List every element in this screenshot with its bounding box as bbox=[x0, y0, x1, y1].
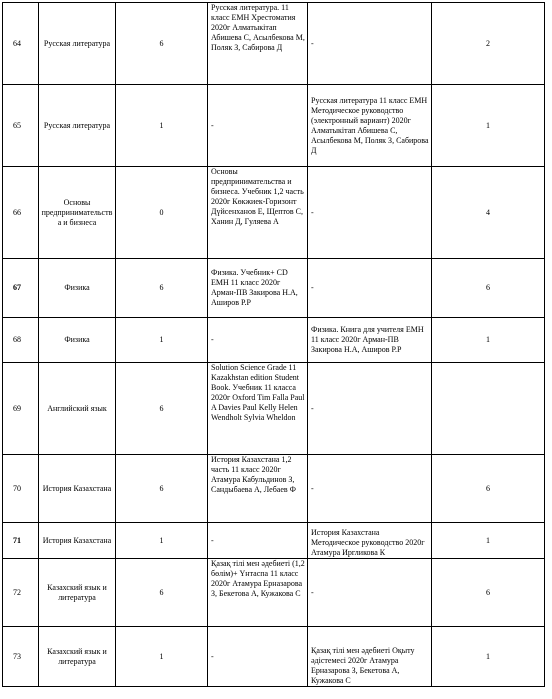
subject-cell: Казахский язык и литература bbox=[39, 627, 116, 687]
textbook-cell: - bbox=[208, 523, 308, 559]
total-cell: 1 bbox=[432, 318, 545, 363]
table-row bbox=[3, 318, 545, 363]
resource-cell: История Казахстана Методическое руководство 2020г Атамура Иргликова К bbox=[308, 523, 432, 559]
quantity-cell: 6 bbox=[116, 455, 208, 523]
row-number: 68 bbox=[3, 318, 39, 363]
table-row bbox=[3, 3, 545, 85]
resource-cell: - bbox=[308, 167, 432, 259]
subject-cell: Казахский язык и литература bbox=[39, 559, 116, 627]
resource-cell: - bbox=[308, 259, 432, 318]
subject-cell: История Казахстана bbox=[39, 523, 116, 559]
textbook-cell: Solution Science Grade 11 Kazakhstan edition Student Book. Учебник 11 класса 2020г Oxford Tim Falla Paul A Davies Paul Kelly Helen Wendholt Sylvia Wheldon bbox=[208, 363, 308, 455]
quantity-cell: 6 bbox=[116, 259, 208, 318]
table-row bbox=[3, 85, 545, 167]
subject-cell: Физика bbox=[39, 318, 116, 363]
quantity-cell: 1 bbox=[116, 318, 208, 363]
row-number: 69 bbox=[3, 363, 39, 455]
quantity-cell: 0 bbox=[116, 167, 208, 259]
subject-cell: Русская литература bbox=[39, 85, 116, 167]
quantity-cell: 1 bbox=[116, 85, 208, 167]
resource-cell: - bbox=[308, 3, 432, 85]
quantity-cell: 6 bbox=[116, 363, 208, 455]
resource-cell: - bbox=[308, 559, 432, 627]
row-number: 64 bbox=[3, 3, 39, 85]
textbook-table bbox=[2, 2, 545, 687]
table-row bbox=[3, 559, 545, 627]
quantity-cell: 6 bbox=[116, 3, 208, 85]
textbook-cell: Қазақ тілі мен әдебиеті (1,2 бөлім)+ Үнтаспа 11 класс 2020г Атамура Ерназарова З, Бекетова А, Кужакова С bbox=[208, 559, 308, 627]
row-number: 73 bbox=[3, 627, 39, 687]
subject-cell: Физика bbox=[39, 259, 116, 318]
total-cell: 4 bbox=[432, 167, 545, 259]
table-row bbox=[3, 627, 545, 687]
resource-cell: Русская литература 11 класс ЕМН Методическое руководство (электронный вариант) 2020г Алматыкітап Абишева С, Асылбекова М, Поляк З, Сабирова Д bbox=[308, 85, 432, 167]
resource-cell: - bbox=[308, 455, 432, 523]
row-number: 67 bbox=[3, 259, 39, 318]
table-row bbox=[3, 167, 545, 259]
resource-cell: - bbox=[308, 363, 432, 455]
total-cell: 6 bbox=[432, 455, 545, 523]
quantity-cell: 1 bbox=[116, 627, 208, 687]
textbook-cell: - bbox=[208, 318, 308, 363]
total-cell bbox=[432, 363, 545, 455]
row-number: 65 bbox=[3, 85, 39, 167]
row-number: 66 bbox=[3, 167, 39, 259]
textbook-cell: Физика. Учебник+ CD ЕМН 11 класс 2020г Арман-ПВ Закирова Н.А, Аширов Р.Р bbox=[208, 259, 308, 318]
resource-cell: Физика. Книга для учителя ЕМН 11 класс 2020г Арман-ПВ Закирова Н.А, Аширов Р.Р bbox=[308, 318, 432, 363]
textbook-cell: - bbox=[208, 627, 308, 687]
textbook-cell: - bbox=[208, 85, 308, 167]
total-cell: 2 bbox=[432, 3, 545, 85]
subject-cell: Английский язык bbox=[39, 363, 116, 455]
table-row bbox=[3, 523, 545, 559]
table-body bbox=[3, 3, 545, 687]
total-cell: 6 bbox=[432, 259, 545, 318]
total-cell: 6 bbox=[432, 559, 545, 627]
quantity-cell: 6 bbox=[116, 559, 208, 627]
table-row bbox=[3, 455, 545, 523]
row-number: 71 bbox=[3, 523, 39, 559]
total-cell: 1 bbox=[432, 627, 545, 687]
row-number: 70 bbox=[3, 455, 39, 523]
total-cell: 1 bbox=[432, 85, 545, 167]
table-row bbox=[3, 259, 545, 318]
resource-cell: Қазақ тілі мен әдебиеті Оқыту әдістемесі 2020г Атамура Ерназарова З, Бекетова А, Кужакова С bbox=[308, 627, 432, 687]
total-cell: 1 bbox=[432, 523, 545, 559]
subject-cell: Русская литература bbox=[39, 3, 116, 85]
table-row bbox=[3, 363, 545, 455]
subject-cell: История Казахстана bbox=[39, 455, 116, 523]
quantity-cell: 1 bbox=[116, 523, 208, 559]
row-number: 72 bbox=[3, 559, 39, 627]
textbook-cell: Русская литература. 11 класс ЕМН Хрестоматия 2020г Алматыкітап Абишева С, Асылбекова М, Поляк З, Сабирова Д bbox=[208, 3, 308, 85]
textbook-cell: История Казахстана 1,2 часть 11 класс 2020г Атамура Кабульдинов З, Сандыбаева А, Лебаев Ф bbox=[208, 455, 308, 523]
textbook-cell: Основы предпринимательства и бизнеса. Учебник 1,2 часть 2020г Көкжиек-Горизонт Дүйсенханов Е, Щептов С, Ханин Д, Гуляева А bbox=[208, 167, 308, 259]
subject-cell: Основы предпринимательства и бизнеса bbox=[39, 167, 116, 259]
